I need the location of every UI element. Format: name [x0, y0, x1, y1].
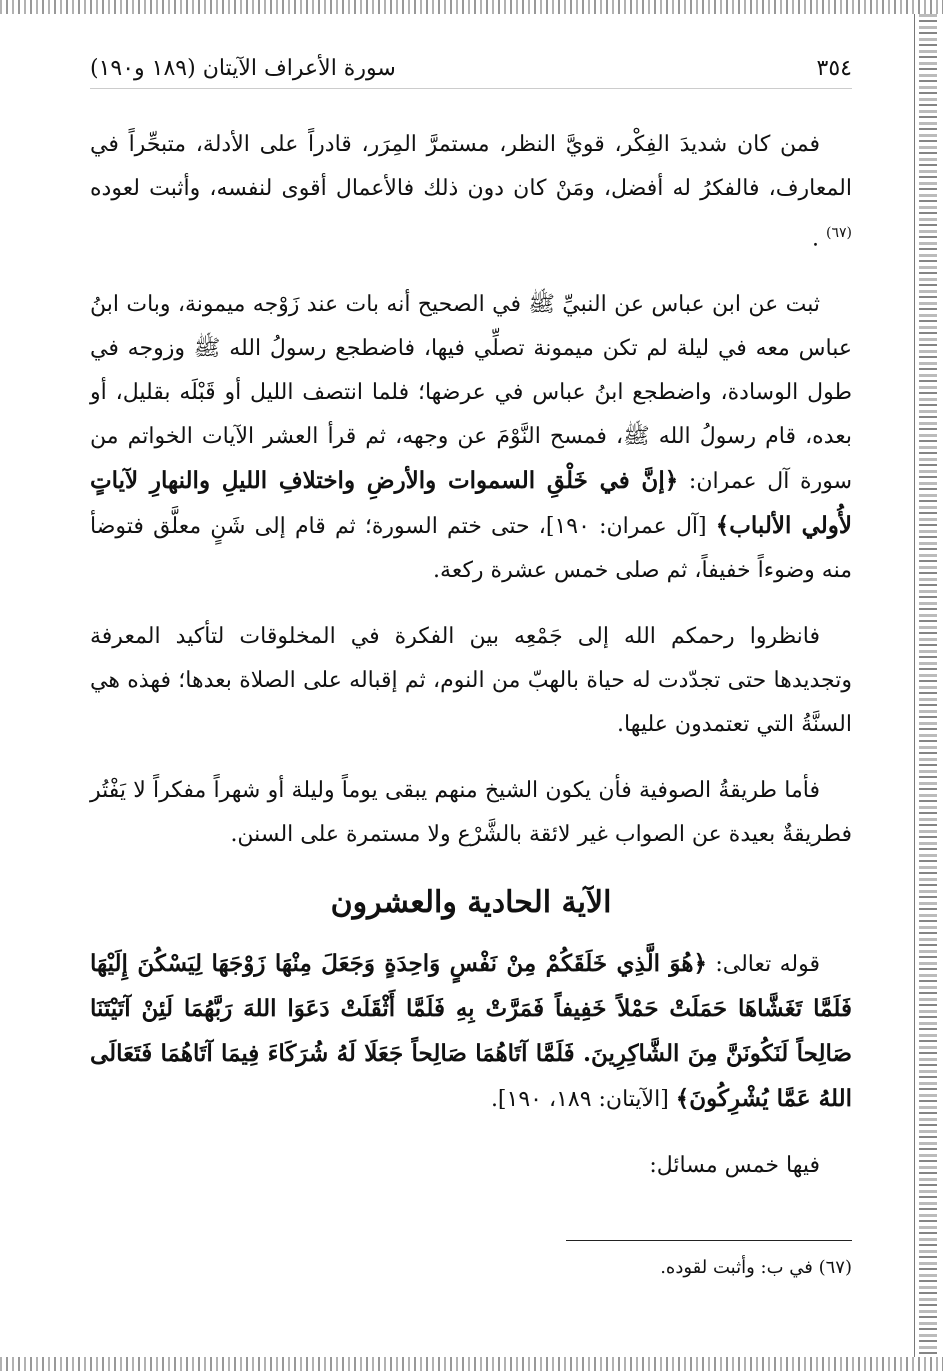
paragraph-5 — [90, 942, 852, 1122]
section-title: الآية الحادية والعشرون — [330, 885, 612, 921]
paragraph-1 — [90, 123, 852, 261]
paragraph-2-text-b: [آل عمران: ١٩٠]، حتى ختم السورة؛ ثم قام إلى شَنٍ معلَّق فتوضأ منه وضوءاً خفيفاً، ثم صلى خمس عشرة ركعة. — [90, 514, 852, 584]
footnote-text: في ب: وأثبت لقوده. — [660, 1257, 813, 1279]
paragraph-2 — [90, 283, 852, 593]
footnote-reference: (٦٧) — [826, 225, 852, 241]
paragraph-5-text-a: قوله تعالى: — [715, 952, 820, 978]
book-page — [90, 48, 852, 1283]
running-header — [90, 48, 852, 89]
quran-verse-1: ﴿إنَّ في خَلْقِ السموات والأرضِ واختلافِ الليلِ والنهارِ لآياتٍ لأُولي الألباب﴾ — [90, 467, 852, 540]
paragraph-5-text-b: [الآيتان: ١٨٩، ١٩٠]. — [490, 1087, 669, 1113]
paragraph-1-text: فمن كان شديدَ الفِكْر، قويَّ النظر، مستمرَّ المِرَر، قادراً على الأدلة، متبحِّراً في المعارف، فالفكرُ له أفضل، ومَنْ كان دون ذلك فالأعمال أقوى لنفسه، وأثبت لعوده — [90, 132, 852, 201]
paragraph-3: فانظروا رحمكم الله إلى جَمْعِه بين الفكرة في المخلوقات لتأكيد المعرفة وتجديدها حتى تجدّدت له حياة بالهبّ من النوم، ثم إقباله على الصلاة بعدها؛ فهذه هي السنَّةُ التي تعتمدون عليها. — [90, 624, 852, 738]
footnote-number: (٦٧) — [818, 1257, 852, 1279]
paragraph-4: فأما طريقةُ الصوفية فأن يكون الشيخ منهم يبقى يوماً وليلة أو شهراً مفكراً لا يَفْتُر فطريقةٌ بعيدة عن الصواب غير لائقة بالشَّرْع ولا مستمرة على السنن. — [90, 778, 852, 848]
page-border-bottom — [0, 1357, 943, 1371]
footnote-separator — [566, 1240, 852, 1241]
page-border-right — [919, 14, 937, 1357]
page-number: ٣٥٤ — [816, 55, 852, 81]
page-border-line — [914, 14, 915, 1357]
quran-verse-2: ﴿هُوَ الَّذِي خَلَقَكُمْ مِنْ نَفْسٍ وَاحِدَةٍ وَجَعَلَ مِنْهَا زَوْجَهَا لِيَسْكُنَ إِلَيْهَا فَلَمَّا تَغَشَّاهَا حَمَلَتْ حَمْلاً خَفِيفاً فَمَرَّتْ بِهِ فَلَمَّا أَثْقَلَتْ دَعَوَا اللهَ رَبَّهُمَا لَئِنْ آتَيْتَنَا صَالِحاً لَنَكُونَنَّ مِنَ الشَّاكِرِينَ. فَلَمَّا آتَاهُمَا صَالِحاً جَعَلَا لَهُ شُرَكَاءَ فِيمَا آتَاهُمَا فَتَعَالَى اللهُ عَمَّا يُشْرِكُونَ﴾ — [90, 950, 852, 1113]
paragraph-6: فيها خمس مسائل: — [649, 1153, 820, 1179]
page-border-top — [0, 0, 943, 14]
paragraph-1-end: . — [812, 226, 820, 252]
footnote — [90, 1253, 852, 1283]
running-title: سورة الأعراف الآيتان (١٨٩ و١٩٠) — [90, 55, 396, 81]
paragraph-2-text-a: ثبت عن ابن عباس عن النبيِّ ﷺ في الصحيح أنه بات عند زَوْجه ميمونة، وبات ابنُ عباس معه في ليلة لم تكن ميمونة تصلِّي فيها، فاضطجع رسولُ الله ﷺ وزوجه في طول الوسادة، واضطجع ابنُ عباس في عرضها؛ فلما انتصف الليل أو قَبْلَه بقليل، أو بعده، قام رسولُ الله ﷺ، فمسح النَّوْمَ عن وجهه، ثم قرأ العشر الآيات الخواتم من سورة آل عمران: — [90, 292, 853, 495]
